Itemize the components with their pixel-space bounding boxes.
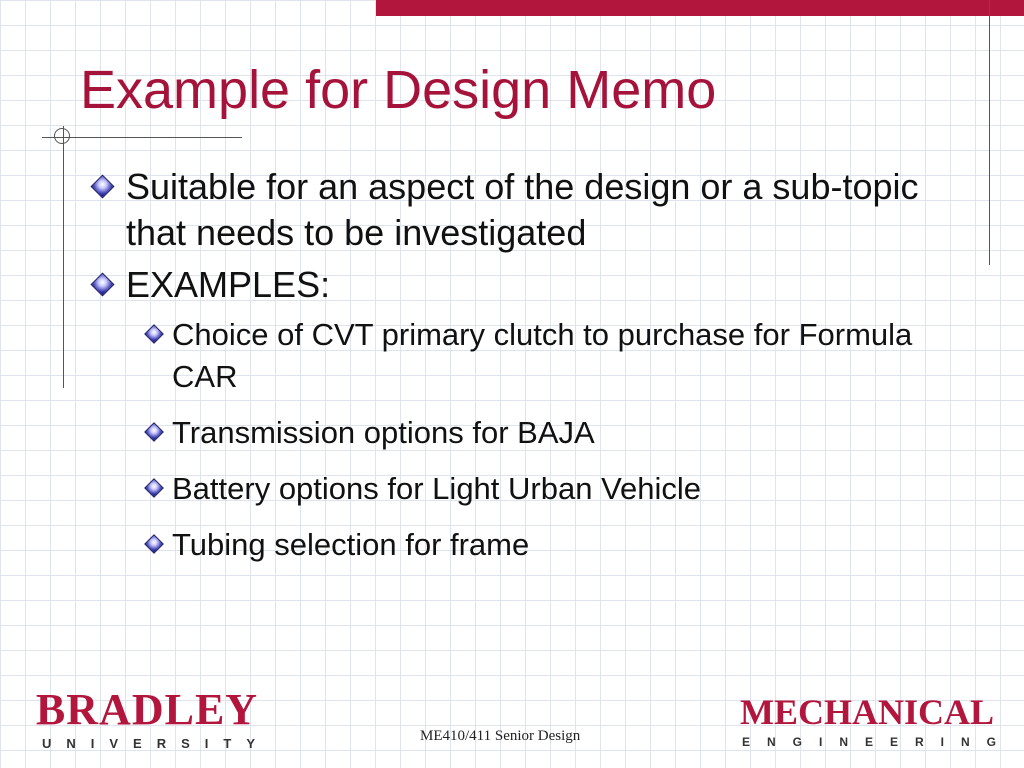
diamond-bullet-icon — [90, 174, 114, 198]
diamond-bullet-icon — [144, 422, 164, 442]
corner-circle-ornament — [54, 128, 70, 144]
sub-bullet-item — [138, 314, 968, 398]
bullet-item — [88, 164, 968, 256]
sub-bullet-text: Tubing selection for frame — [172, 527, 530, 562]
sub-bullet-item — [138, 412, 968, 454]
bradley-logo-subtitle: UNIVERSITY — [42, 736, 271, 751]
sub-bullet-text: Choice of CVT primary clutch to purchase for Formula CAR — [172, 317, 913, 394]
footer-course-label: ME410/411 Senior Design — [420, 728, 581, 744]
mechanical-logo-subtitle: ENGINEERING — [742, 735, 1014, 749]
bullet-item — [88, 262, 968, 308]
bradley-university-logo — [34, 685, 271, 751]
sub-bullet-text: Transmission options for BAJA — [172, 415, 595, 450]
slide-title: Example for Design Memo — [80, 60, 717, 120]
right-vertical-rule — [989, 0, 990, 265]
bullet-list — [88, 164, 968, 580]
bullet-text: EXAMPLES: — [126, 264, 331, 305]
sub-bullet-text: Battery options for Light Urban Vehicle — [172, 471, 702, 506]
top-accent-bar — [376, 0, 1024, 16]
sub-bullet-item — [138, 524, 968, 566]
diamond-bullet-icon — [144, 324, 164, 344]
sub-bullet-item — [138, 468, 968, 510]
mechanical-logo-word: MECHANICAL — [739, 692, 994, 732]
mechanical-engineering-logo — [732, 692, 1014, 749]
title-underline-rule — [42, 137, 242, 138]
bullet-text: Suitable for an aspect of the design or a sub-topic that needs to be investigated — [126, 166, 919, 253]
bradley-logo-word: BRADLEY — [35, 685, 259, 734]
left-vertical-rule — [63, 126, 64, 388]
diamond-bullet-icon — [144, 478, 164, 498]
diamond-bullet-icon — [144, 534, 164, 554]
diamond-bullet-icon — [90, 272, 114, 296]
